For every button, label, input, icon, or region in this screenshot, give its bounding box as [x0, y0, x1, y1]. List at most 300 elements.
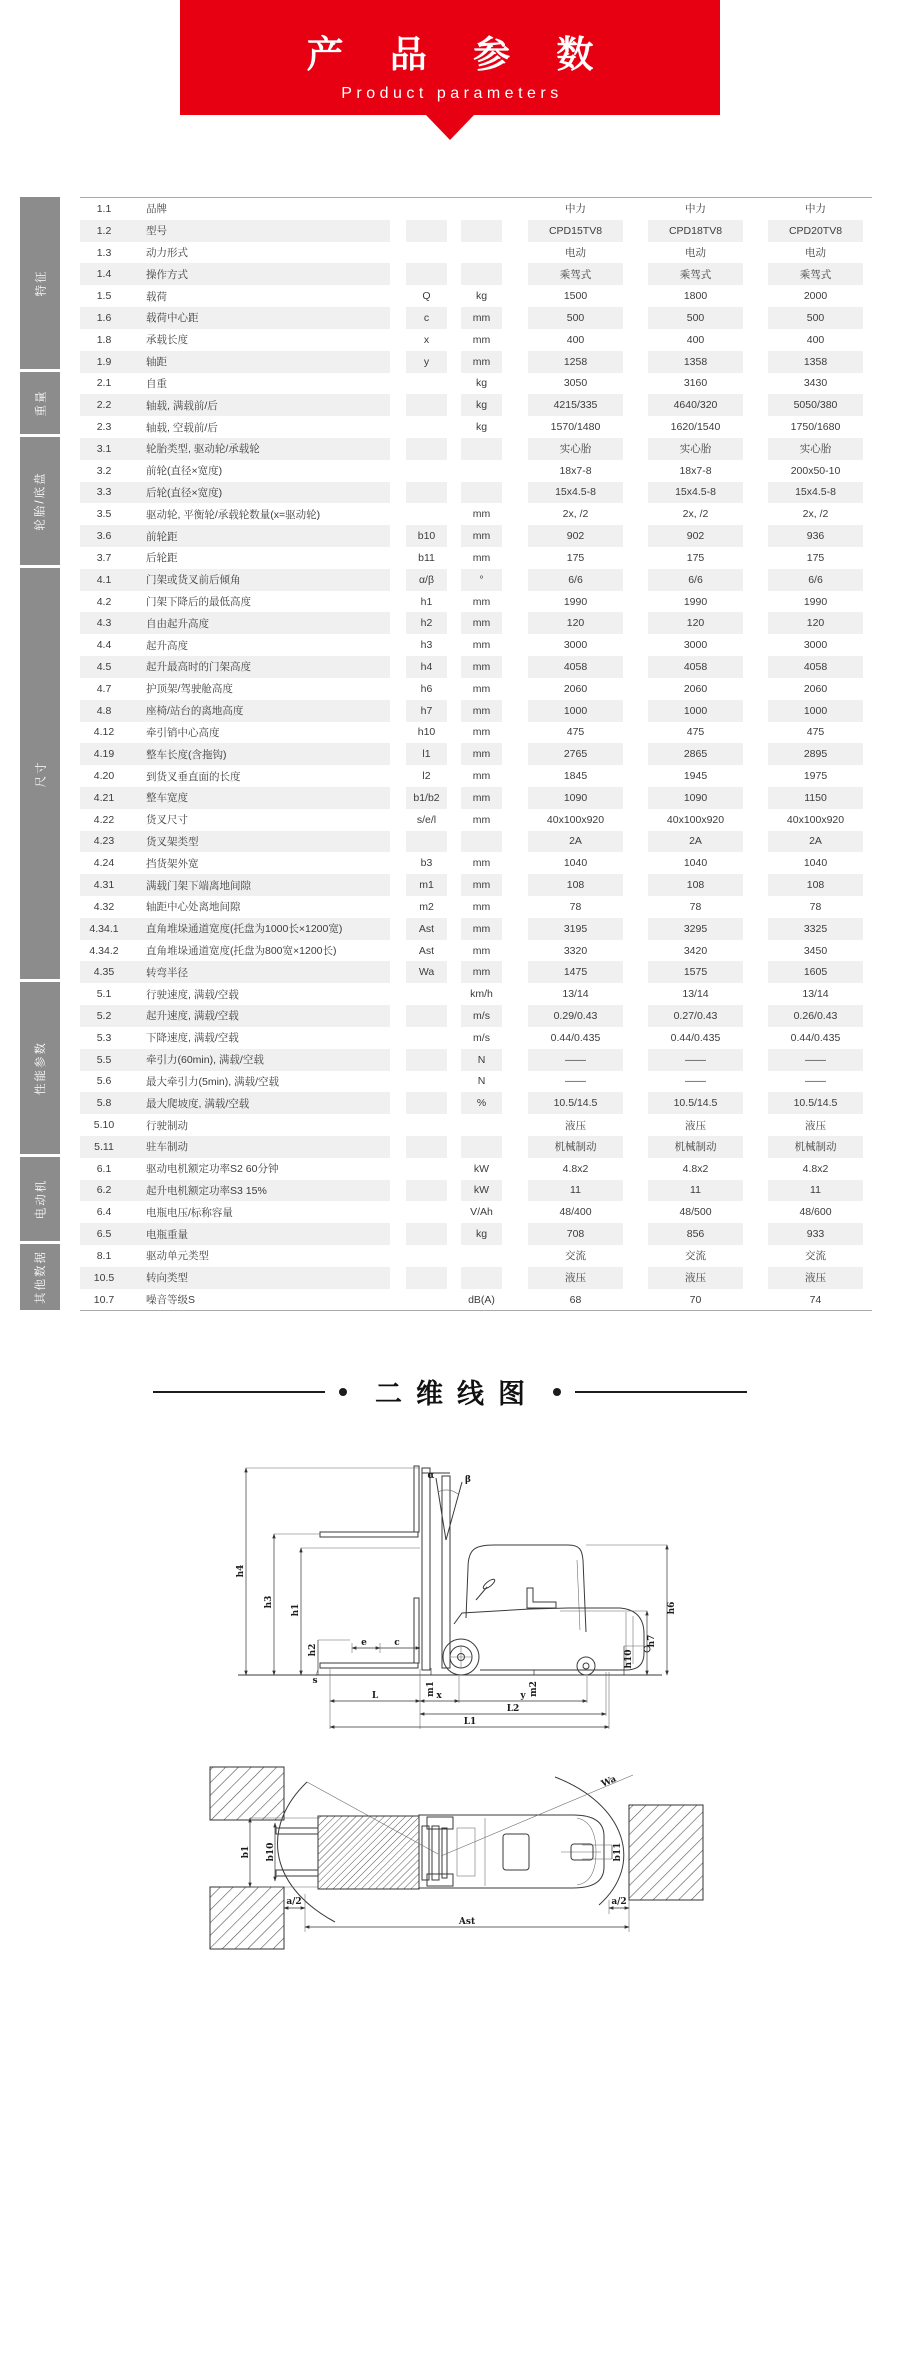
- spec-cell-index-name: [80, 482, 390, 504]
- spec-cell-value-cpd15tv8: 乘驾式: [528, 263, 623, 285]
- spec-cell-unit: kg: [475, 290, 488, 303]
- spec-cell-index: 4.32: [93, 900, 115, 913]
- heading-rule-right: [575, 1391, 747, 1393]
- spec-cell-value-cpd18tv8: 1945: [683, 770, 708, 783]
- spec-cell-index-name: [80, 569, 390, 591]
- spec-row: [80, 198, 872, 220]
- drawing-heading-title: 二维线图: [375, 1379, 539, 1409]
- spec-cell-index-name: [80, 198, 390, 220]
- spec-row: [80, 1027, 872, 1049]
- spec-cell-index: 4.12: [93, 726, 115, 739]
- spec-cell-index: 4.19: [93, 748, 115, 761]
- spec-cell-value-cpd18tv8: 13/14: [682, 988, 709, 1001]
- spec-cell-value-cpd20tv8: 1750/1680: [790, 421, 841, 434]
- spec-cell-unit: °: [461, 569, 502, 591]
- spec-cell-index-name: [80, 307, 390, 329]
- spec-cell-value-cpd15tv8: 1570/1480: [550, 421, 601, 434]
- spec-cell-value-cpd18tv8: CPD18TV8: [648, 220, 743, 242]
- spec-table-rows: [80, 197, 872, 1311]
- spec-row: [80, 1158, 872, 1180]
- spec-cell-symbol: b3: [420, 857, 433, 870]
- spec-cell-index-name: [80, 634, 390, 656]
- spec-row: [80, 1071, 872, 1093]
- spec-cell-index: 4.3: [96, 617, 112, 630]
- spec-cell-name: 起升电机额定功率S3 15%: [146, 1184, 267, 1197]
- spec-cell-index-name: [80, 961, 390, 983]
- spec-cell-value-cpd18tv8: 1620/1540: [670, 421, 721, 434]
- spec-cell-symbol: h10: [417, 726, 436, 739]
- spec-cell-index-name: [80, 1158, 390, 1180]
- spec-cell-index-name: [80, 1223, 390, 1245]
- spec-cell-name: 动力形式: [146, 247, 188, 260]
- spec-cell-value-cpd18tv8: 1575: [648, 961, 743, 983]
- spec-cell-unit: mm: [461, 961, 502, 983]
- spec-row: [80, 373, 872, 395]
- spec-cell-index-name: [80, 460, 390, 482]
- spec-cell-value-cpd15tv8: 1990: [563, 595, 588, 608]
- spec-cell-value-cpd20tv8: 15x4.5-8: [768, 482, 863, 504]
- spec-cell-symbol: [406, 1245, 447, 1267]
- spec-cell-value-cpd20tv8: 11: [768, 1180, 863, 1202]
- spec-cell-name: 载荷: [146, 290, 167, 303]
- spec-cell-value-cpd20tv8: ——: [805, 1075, 826, 1088]
- spec-cell-index-name: [80, 722, 390, 744]
- spec-cell-value-cpd20tv8: 175: [806, 551, 825, 564]
- spec-row: [80, 940, 872, 962]
- spec-cell-symbol: l1: [406, 743, 447, 765]
- spec-cell-unit: [461, 1245, 502, 1267]
- spec-cell-value-cpd15tv8: 78: [569, 900, 582, 913]
- spec-cell-unit: kg: [475, 421, 488, 434]
- dim-label-a/2: a/2: [286, 1897, 302, 1907]
- spec-cell-index: 1.1: [96, 202, 112, 215]
- spec-cell-name: 噪音等级S: [146, 1294, 196, 1307]
- spec-row: [80, 591, 872, 613]
- spec-cell-index-name: [80, 547, 390, 569]
- spec-cell-unit: [461, 438, 502, 460]
- spec-cell-name: 最大爬坡度, 满载/空载: [146, 1097, 250, 1110]
- spec-cell-index: 4.21: [93, 791, 115, 804]
- spec-row: [80, 634, 872, 656]
- spec-cell-index: 4.20: [93, 770, 115, 783]
- dim-label-h1: h1: [291, 1603, 301, 1617]
- spec-cell-symbol: Ast: [418, 944, 435, 957]
- spec-cell-index: 8.1: [96, 1249, 112, 1262]
- spec-cell-index-name: [80, 285, 390, 307]
- spec-cell-value-cpd18tv8: 6/6: [648, 569, 743, 591]
- spec-cell-index-name: [80, 416, 390, 438]
- spec-cell-value-cpd15tv8: 15x4.5-8: [528, 482, 623, 504]
- spec-cell-name: 驱动轮, 平衡轮/承载轮数量(x=驱动轮): [146, 508, 321, 521]
- spec-cell-name: 转弯半径: [146, 966, 188, 979]
- spec-cell-index-name: [80, 1201, 390, 1223]
- spec-cell-value-cpd20tv8: 3430: [803, 377, 828, 390]
- spec-cell-value-cpd18tv8: 2060: [683, 682, 708, 695]
- spec-cell-index: 3.7: [96, 551, 112, 564]
- spec-cell-value-cpd15tv8: ——: [528, 1049, 623, 1071]
- spec-cell-name: 护顶架/驾驶舱高度: [146, 683, 233, 696]
- spec-row: [80, 896, 872, 918]
- spec-cell-symbol: [406, 242, 447, 264]
- spec-cell-value-cpd18tv8: 500: [648, 307, 743, 329]
- spec-cell-value-cpd15tv8: 4215/335: [528, 394, 623, 416]
- spec-cell-value-cpd18tv8: 70: [689, 1293, 702, 1306]
- table-group-label: 特征: [20, 197, 60, 372]
- spec-cell-value-cpd18tv8: 4640/320: [648, 394, 743, 416]
- spec-cell-value-cpd18tv8: 40x100x920: [666, 813, 725, 826]
- spec-cell-name: 最大牵引力(5min), 满载/空载: [146, 1075, 280, 1088]
- spec-cell-value-cpd15tv8: 中力: [565, 203, 586, 216]
- spec-cell-name: 起升速度, 满载/空载: [146, 1010, 239, 1023]
- spec-cell-value-cpd20tv8: 交流: [805, 1250, 826, 1263]
- spec-cell-value-cpd20tv8: 液压: [768, 1267, 863, 1289]
- spec-cell-symbol: [406, 220, 447, 242]
- spec-cell-unit: N: [477, 1075, 486, 1088]
- spec-cell-index: 3.2: [96, 464, 112, 477]
- spec-cell-value-cpd15tv8: 475: [566, 726, 585, 739]
- spec-cell-index: 1.4: [96, 268, 112, 281]
- spec-cell-symbol: [406, 263, 447, 285]
- spec-cell-value-cpd15tv8: 13/14: [562, 988, 589, 1001]
- spec-cell-value-cpd18tv8: 11: [648, 1180, 743, 1202]
- spec-cell-value-cpd15tv8: 400: [566, 333, 585, 346]
- spec-cell-symbol: [406, 983, 447, 1005]
- spec-cell-value-cpd18tv8: 120: [648, 612, 743, 634]
- spec-cell-name: 直角堆垛通道宽度(托盘为800宽×1200长): [146, 945, 337, 958]
- spec-row: [80, 1136, 872, 1158]
- spec-row: [80, 503, 872, 525]
- spec-cell-index-name: [80, 1114, 390, 1136]
- spec-cell-name: 后轮距: [146, 552, 178, 565]
- spec-cell-symbol: y: [406, 351, 447, 373]
- pallet-load: [318, 1816, 419, 1889]
- spec-cell-value-cpd20tv8: 0.26/0.43: [768, 1005, 863, 1027]
- spec-cell-value-cpd20tv8: 1358: [768, 351, 863, 373]
- spec-cell-value-cpd20tv8: 936: [768, 525, 863, 547]
- spec-cell-unit: kg: [461, 1223, 502, 1245]
- spec-cell-index-name: [80, 1289, 390, 1311]
- spec-cell-value-cpd20tv8: 200x50-10: [790, 464, 841, 477]
- spec-cell-value-cpd15tv8: 交流: [565, 1250, 586, 1263]
- spec-cell-index: 3.6: [96, 530, 112, 543]
- spec-cell-value-cpd20tv8: ——: [768, 1049, 863, 1071]
- spec-cell-value-cpd15tv8: 2765: [528, 743, 623, 765]
- dim-label-b10: b10: [266, 1842, 276, 1862]
- spec-row: [80, 1180, 872, 1202]
- spec-cell-value-cpd20tv8: 2000: [803, 290, 828, 303]
- dim-label-L1: L1: [463, 1717, 477, 1727]
- spec-row: [80, 831, 872, 853]
- spec-cell-name: 前轮距: [146, 530, 178, 543]
- spec-cell-name: 轮胎类型, 驱动轮/承载轮: [146, 443, 260, 456]
- spec-cell-unit: kg: [461, 394, 502, 416]
- spec-cell-name: 满载门架下端离地间隙: [146, 879, 251, 892]
- spec-cell-index-name: [80, 394, 390, 416]
- spec-cell-value-cpd15tv8: 2060: [563, 682, 588, 695]
- spec-cell-value-cpd18tv8: 1000: [648, 700, 743, 722]
- spec-cell-unit: mm: [472, 682, 491, 695]
- spec-cell-value-cpd15tv8: 48/400: [559, 1206, 592, 1219]
- spec-cell-value-cpd20tv8: 中力: [805, 203, 826, 216]
- spec-row: [80, 612, 872, 634]
- spec-cell-value-cpd20tv8: 40x100x920: [786, 813, 845, 826]
- dim-label-h4: h4: [236, 1564, 246, 1578]
- spec-cell-index-name: [80, 373, 390, 395]
- spec-cell-unit: mm: [461, 656, 502, 678]
- spec-cell-value-cpd15tv8: 120: [528, 612, 623, 634]
- spec-cell-symbol: [406, 394, 447, 416]
- dim-label-h6: h6: [667, 1601, 677, 1615]
- spec-cell-value-cpd20tv8: 液压: [805, 1119, 826, 1132]
- spec-cell-symbol: [406, 482, 447, 504]
- spec-cell-index: 3.5: [96, 508, 112, 521]
- spec-cell-value-cpd18tv8: 乘驾式: [648, 263, 743, 285]
- spec-cell-index: 5.2: [96, 1009, 112, 1022]
- spec-cell-symbol: [406, 373, 447, 395]
- spec-cell-unit: mm: [472, 770, 491, 783]
- spec-cell-value-cpd18tv8: 0.44/0.435: [670, 1031, 721, 1044]
- dim-label-α: α: [427, 1471, 435, 1481]
- spec-row: [80, 263, 872, 285]
- spec-cell-index-name: [80, 220, 390, 242]
- spec-cell-index: 6.2: [96, 1184, 112, 1197]
- spec-cell-index: 1.5: [96, 290, 112, 303]
- dim-label-e: e: [361, 1638, 367, 1648]
- spec-cell-symbol: h6: [420, 682, 433, 695]
- forklift-side-view-drawing: [230, 1450, 690, 1750]
- spec-cell-unit: mm: [472, 900, 491, 913]
- spec-cell-symbol: [406, 1180, 447, 1202]
- spec-cell-value-cpd15tv8: 68: [569, 1293, 582, 1306]
- spec-cell-value-cpd15tv8: 3320: [563, 944, 588, 957]
- spec-cell-value-cpd18tv8: 3000: [683, 639, 708, 652]
- spec-cell-index-name: [80, 874, 390, 896]
- spec-cell-symbol: [406, 1027, 447, 1049]
- spec-cell-unit: mm: [472, 857, 491, 870]
- spec-cell-index: 4.24: [93, 857, 115, 870]
- spec-cell-symbol: [406, 1049, 447, 1071]
- spec-cell-unit: [461, 460, 502, 482]
- spec-row: [80, 569, 872, 591]
- spec-cell-value-cpd15tv8: 10.5/14.5: [528, 1092, 623, 1114]
- spec-cell-value-cpd18tv8: 2865: [648, 743, 743, 765]
- spec-cell-value-cpd15tv8: 708: [528, 1223, 623, 1245]
- spec-cell-unit: %: [461, 1092, 502, 1114]
- heading-rule-left: [153, 1391, 325, 1393]
- spec-cell-value-cpd20tv8: 乘驾式: [768, 263, 863, 285]
- spec-cell-index: 4.31: [93, 879, 115, 892]
- spec-cell-value-cpd18tv8: 400: [686, 333, 705, 346]
- table-group-label: 轮胎/底盘: [20, 437, 60, 568]
- spec-cell-value-cpd15tv8: 175: [566, 551, 585, 564]
- spec-cell-index-name: [80, 656, 390, 678]
- spec-cell-index-name: [80, 765, 390, 787]
- spec-cell-unit: kW: [473, 1162, 490, 1175]
- spec-cell-value-cpd15tv8: ——: [565, 1075, 586, 1088]
- obstacle-block-right: [629, 1805, 703, 1900]
- spec-cell-name: 自由起升高度: [146, 617, 209, 630]
- dim-label-m2: m2: [529, 1681, 539, 1697]
- spec-cell-value-cpd18tv8: 1990: [683, 595, 708, 608]
- spec-cell-symbol: [406, 831, 447, 853]
- spec-cell-symbol: c: [406, 307, 447, 329]
- dim-label-L2: L2: [506, 1704, 520, 1714]
- spec-cell-name: 行驶制动: [146, 1119, 188, 1132]
- spec-cell-index-name: [80, 896, 390, 918]
- spec-cell-value-cpd15tv8: CPD15TV8: [528, 220, 623, 242]
- spec-cell-symbol: m1: [406, 874, 447, 896]
- spec-cell-value-cpd15tv8: 实心胎: [528, 438, 623, 460]
- spec-cell-unit: kW: [461, 1180, 502, 1202]
- spec-cell-unit: m/s: [473, 1031, 490, 1044]
- spec-row: [80, 852, 872, 874]
- spec-cell-name: 驻车制动: [146, 1141, 188, 1154]
- spec-cell-value-cpd18tv8: 2A: [648, 831, 743, 853]
- spec-row: [80, 765, 872, 787]
- spec-cell-symbol: h3: [420, 639, 433, 652]
- spec-cell-symbol: m2: [419, 900, 434, 913]
- spec-row: [80, 438, 872, 460]
- spec-cell-name: 载荷中心距: [146, 312, 199, 325]
- spec-cell-value-cpd20tv8: 933: [768, 1223, 863, 1245]
- spec-cell-value-cpd18tv8: 2x, /2: [682, 508, 709, 521]
- spec-row: [80, 351, 872, 373]
- spec-cell-value-cpd18tv8: 3160: [683, 377, 708, 390]
- spec-row: [80, 482, 872, 504]
- spec-cell-index: 2.1: [96, 377, 112, 390]
- spec-cell-index: 5.1: [96, 988, 112, 1001]
- dim-label-x: x: [436, 1691, 442, 1701]
- spec-cell-value-cpd18tv8: 475: [686, 726, 705, 739]
- spec-cell-symbol: [406, 1092, 447, 1114]
- spec-cell-name: 承载长度: [146, 334, 188, 347]
- spec-cell-name: 轴距中心处离地间隙: [146, 901, 241, 914]
- spec-cell-value-cpd20tv8: 48/600: [799, 1206, 832, 1219]
- spec-cell-symbol: l2: [422, 770, 431, 783]
- spec-cell-symbol: [406, 1114, 447, 1136]
- spec-cell-symbol: b1/b2: [406, 787, 447, 809]
- spec-cell-name: 整车宽度: [146, 792, 188, 805]
- spec-cell-index-name: [80, 743, 390, 765]
- spec-cell-index: 4.22: [93, 813, 115, 826]
- drawing-section-heading: [0, 1372, 900, 1411]
- spec-row: [80, 394, 872, 416]
- spec-cell-index-name: [80, 1049, 390, 1071]
- spec-cell-value-cpd15tv8: 18x7-8: [559, 464, 592, 477]
- spec-row: [80, 1289, 872, 1311]
- spec-cell-unit: N: [461, 1049, 502, 1071]
- spec-cell-value-cpd20tv8: 400: [806, 333, 825, 346]
- spec-cell-value-cpd15tv8: 1258: [528, 351, 623, 373]
- spec-row: [80, 787, 872, 809]
- spec-cell-symbol: [406, 1289, 447, 1311]
- spec-cell-value-cpd18tv8: 902: [648, 525, 743, 547]
- spec-cell-unit: mm: [472, 944, 491, 957]
- spec-cell-symbol: Wa: [406, 961, 447, 983]
- spec-cell-name: 直角堆垛通道宽度(托盘为1000长×1200宽): [146, 923, 343, 936]
- spec-row: [80, 460, 872, 482]
- spec-row: [80, 700, 872, 722]
- spec-cell-index: 4.34.2: [89, 944, 119, 957]
- spec-cell-symbol: h4: [406, 656, 447, 678]
- spec-cell-value-cpd20tv8: 1975: [803, 770, 828, 783]
- spec-cell-value-cpd15tv8: 3195: [528, 918, 623, 940]
- spec-cell-unit: [461, 242, 502, 264]
- dim-label-b1: b1: [241, 1845, 251, 1859]
- spec-cell-symbol: [406, 1223, 447, 1245]
- spec-cell-name: 起升高度: [146, 639, 188, 652]
- spec-cell-unit: [461, 198, 502, 220]
- spec-cell-value-cpd15tv8: 6/6: [528, 569, 623, 591]
- spec-cell-name: 起升最高时的门架高度: [146, 661, 251, 674]
- spec-row: [80, 220, 872, 242]
- spec-cell-value-cpd15tv8: 40x100x920: [546, 813, 605, 826]
- spec-cell-name: 牵引销中心高度: [146, 726, 220, 739]
- spec-cell-name: 转向类型: [146, 1272, 188, 1285]
- spec-row: [80, 983, 872, 1005]
- spec-cell-index: 5.8: [96, 1097, 112, 1110]
- spec-cell-value-cpd18tv8: 液压: [648, 1267, 743, 1289]
- spec-cell-index-name: [80, 591, 390, 613]
- dim-label-β: β: [465, 1475, 471, 1485]
- table-group-label: 其他数据: [20, 1244, 60, 1309]
- spec-cell-name: 轴载, 空载前/后: [146, 421, 218, 434]
- spec-cell-index-name: [80, 1005, 390, 1027]
- spec-cell-symbol: b11: [418, 551, 435, 564]
- spec-cell-symbol: [406, 1267, 447, 1289]
- spec-cell-unit: V/Ah: [470, 1206, 493, 1219]
- spec-cell-name: 门架或货叉前后倾角: [146, 574, 241, 587]
- spec-cell-unit: mm: [472, 639, 491, 652]
- spec-cell-value-cpd20tv8: 3325: [768, 918, 863, 940]
- spec-cell-value-cpd20tv8: 2060: [803, 682, 828, 695]
- spec-cell-symbol: b10: [406, 525, 447, 547]
- obstacle-block-top-left: [210, 1767, 284, 1820]
- spec-cell-value-cpd20tv8: 10.5/14.5: [768, 1092, 863, 1114]
- spec-cell-index-name: [80, 852, 390, 874]
- spec-cell-name: 轴载, 满载前/后: [146, 399, 218, 412]
- spec-cell-symbol: Q: [422, 290, 431, 303]
- spec-cell-value-cpd20tv8: 3450: [803, 944, 828, 957]
- spec-cell-value-cpd20tv8: 3000: [803, 639, 828, 652]
- spec-cell-index-name: [80, 1245, 390, 1267]
- spec-cell-index: 1.8: [96, 333, 112, 346]
- spec-cell-value-cpd18tv8: 4.8x2: [682, 1162, 709, 1175]
- spec-cell-value-cpd20tv8: 6/6: [768, 569, 863, 591]
- spec-cell-symbol: [406, 1158, 447, 1180]
- spec-cell-unit: [461, 1136, 502, 1158]
- spec-cell-name: 轴距: [146, 356, 167, 369]
- spec-cell-value-cpd20tv8: CPD20TV8: [768, 220, 863, 242]
- spec-cell-value-cpd20tv8: 4058: [768, 656, 863, 678]
- spec-cell-value-cpd20tv8: 1000: [768, 700, 863, 722]
- spec-cell-index-name: [80, 438, 390, 460]
- spec-row: [80, 678, 872, 700]
- dim-label-a/2: a/2: [611, 1897, 627, 1907]
- spec-cell-value-cpd18tv8: ——: [685, 1075, 706, 1088]
- dim-label-h2: h2: [308, 1643, 318, 1657]
- spec-cell-value-cpd18tv8: 10.5/14.5: [648, 1092, 743, 1114]
- spec-cell-value-cpd18tv8: 机械制动: [648, 1136, 743, 1158]
- spec-cell-value-cpd20tv8: 2A: [768, 831, 863, 853]
- spec-cell-value-cpd20tv8: 74: [809, 1293, 822, 1306]
- spec-cell-index-name: [80, 263, 390, 285]
- spec-cell-index-name: [80, 700, 390, 722]
- spec-cell-index: 5.5: [96, 1053, 112, 1066]
- spec-cell-index: 4.1: [96, 573, 112, 586]
- spec-cell-index-name: [80, 1071, 390, 1093]
- spec-cell-index-name: [80, 1092, 390, 1114]
